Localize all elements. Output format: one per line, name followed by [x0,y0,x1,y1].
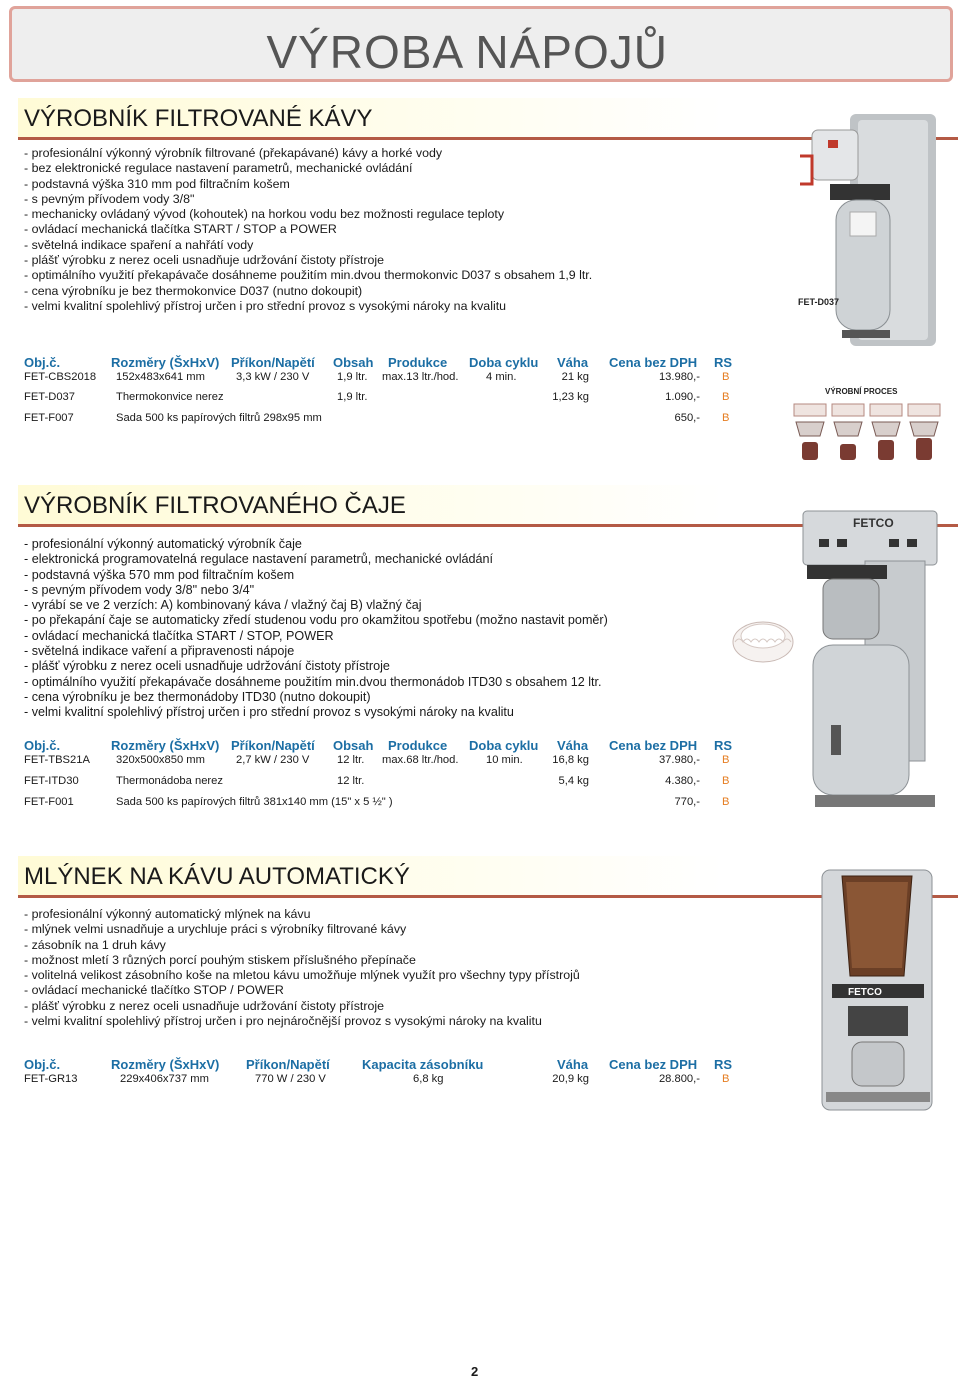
cell-rs: B [722,412,730,424]
cell-dims: Thermonádoba nerez [116,775,223,787]
cell-dims: 152x483x641 mm [116,371,205,383]
feature-item: - podstavná výška 570 mm pod filtračním košem [24,567,295,582]
col-header: Obj.č. [24,355,61,370]
feature-item: - ovládací mechanická tlačítka START / STOP, POWER [24,628,334,643]
cell-code: FET-GR13 [24,1073,78,1085]
feature-item: - elektronická programovatelná regulace nastavení parametrů, mechanické ovládání [24,552,494,567]
col-header: Příkon/Napětí [246,1057,330,1072]
cell-content: 1,9 ltr. [337,391,368,403]
col-header: Obsah [333,355,374,370]
feature-item: - cena výrobníku je bez thermonádoby ITD30 (nutno dokoupit) [24,689,371,704]
cell-code: FET-F001 [24,796,74,808]
feature-item: - velmi kvalitní spolehlivý přístroj určen i pro střední provoz s vysokými nároky na kvalitu [24,705,514,720]
brewing-process-image [792,400,947,470]
process-label: VÝROBNÍ PROCES [825,387,898,396]
col-header: Váha [557,738,589,753]
cell-dims: Sada 500 ks papírových filtrů 298x95 mm [116,412,322,424]
cell-price: 37.980,- [658,754,700,766]
col-header: Rozměry (ŠxHxV) [111,355,220,370]
feature-item: - optimálního využití překapávače dosáhneme použitím min.dvou thermokonvic D037 s obsahem 1,9 ltr. [24,268,593,283]
feature-item: - velmi kvalitní spolehlivý přístroj určen i pro střední provoz s vysokými nároky na kvalitu [24,298,507,313]
cell-content: 1,9 ltr. [337,371,368,383]
col-header: Cena bez DPH [609,1057,698,1072]
section-title-coffee: VÝROBNÍK FILTROVANÉ KÁVY [24,105,373,132]
cell-code: FET-TBS21A [24,754,90,766]
page-title: VÝROBA NÁPOJŮ [266,26,668,78]
col-header: Doba cyklu [469,355,539,370]
cell-code: FET-D037 [24,391,75,403]
cell-dims: 320x500x850 mm [116,754,205,766]
col-header: Cena bez DPH [609,355,698,370]
cell-content: 12 ltr. [337,775,365,787]
cell-rs: B [722,391,730,403]
cell-power: 2,7 kW / 230 V [236,754,310,766]
section-title-tea: VÝROBNÍK FILTROVANÉHO ČAJE [24,492,406,519]
col-header: Doba cyklu [469,738,539,753]
feature-item: - mechanicky ovládaný vývod (kohoutek) na horkou vodu bez možnosti regulace teploty [24,207,505,222]
cell-price: 13.980,- [658,371,700,383]
feature-item: - plášť výrobku z nerez oceli usnadňuje udržování čistoty přístroje [24,253,385,268]
table-row [24,754,744,772]
feature-item: - plášť výrobku z nerez oceli usnadňuje udržování čistoty přístroje [24,998,385,1013]
coffee-grinder-image [812,866,942,1116]
feature-item: - velmi kvalitní spolehlivý přístroj určen i pro nejnáročnější provoz s vysokými nároky na kvalitu [24,1014,542,1029]
col-header: Produkce [388,738,448,753]
table-row [24,391,744,409]
cell-capacity: 6,8 kg [413,1073,444,1085]
paper-filter-image [730,608,796,668]
page-number: 2 [471,1364,479,1379]
cell-weight: 5,4 kg [558,775,589,787]
feature-item: - po překapání čaje se automaticky zředí studenou vodu pro okamžitou spotřebu (možno nastavit poměr) [24,613,608,628]
col-header: Rozměry (ŠxHxV) [111,738,220,753]
feature-item: - možnost mletí 3 různých porcí pouhým stiskem příslušného přepínače [24,952,416,967]
feature-item: - optimálního využití překapávače dosáhneme použitím min.dvou thermonádob ITD30 s obsahem 12 ltr. [24,674,602,689]
cell-rs: B [722,775,730,787]
feature-item: - mlýnek velmi usnadňuje a urychluje práci s výrobníky filtrované kávy [24,922,407,937]
cell-dims: Sada 500 ks papírových filtrů 381x140 mm (15" x 5 ½" ) [116,796,393,808]
cell-weight: 16,8 kg [552,754,589,766]
col-header: Produkce [388,355,448,370]
col-header: Příkon/Napětí [231,738,315,753]
feature-item: - cena výrobníku je bez thermokonvice D037 (nutno dokoupit) [24,283,363,298]
cell-price: 650,- [674,412,700,424]
brand-logo-text: FETCO [853,516,894,530]
feature-item: - zásobník na 1 druh kávy [24,937,166,952]
cell-price: 4.380,- [665,775,700,787]
col-header: RS [714,355,733,370]
col-header: Rozměry (ŠxHxV) [111,1057,220,1072]
cell-production: max.68 ltr./hod. [382,754,459,766]
section-title-grinder: MLÝNEK NA KÁVU AUTOMATICKÝ [24,863,410,890]
feature-list-grinder [24,907,580,1029]
feature-item: - podstavná výška 310 mm pod filtračním košem [24,176,290,191]
col-header: Váha [557,1057,589,1072]
col-header: Kapacita zásobníku [362,1057,484,1072]
feature-item: - s pevným přívodem vody 3/8" nebo 3/4" [24,582,255,597]
product-label-coffee: FET-D037 [798,297,840,307]
table-row [24,412,744,430]
feature-item: - volitelná velikost zásobního koše na mletou kávu umožňuje mlýnek využít pro všechny typy přístrojů [24,968,580,983]
col-header: Váha [557,355,589,370]
cell-weight: 21 kg [561,371,589,383]
cell-power: 3,3 kW / 230 V [236,371,310,383]
cell-code: FET-F007 [24,412,74,424]
table-row [24,775,744,793]
cell-dims: Thermokonvice nerez [116,391,224,403]
feature-item: - ovládací mechanické tlačítko STOP / POWER [24,983,284,998]
col-header: Obj.č. [24,1057,61,1072]
cell-rs: B [722,796,730,808]
feature-list-coffee [24,146,592,314]
feature-item: - plášť výrobku z nerez oceli usnadňuje udržování čistoty přístroje [24,659,390,674]
feature-list-tea [24,537,608,721]
cell-rs: B [722,754,730,766]
cell-production: max.13 ltr./hod. [382,371,459,383]
cell-code: FET-ITD30 [24,775,79,787]
col-header: Obsah [333,738,374,753]
feature-item: - ovládací mechanická tlačítka START / STOP a POWER [24,222,337,237]
cell-content: 12 ltr. [337,754,365,766]
feature-item: - profesionální výkonný automatický mlýnek na kávu [24,907,311,921]
feature-item: - vyrábí se ve 2 verzích: A) kombinovaný káva / vlažný čaj B) vlažný čaj [24,598,422,613]
feature-item: - světelná indikace spaření a nahřátí vody [24,237,254,252]
col-header: Obj.č. [24,738,61,753]
cell-rs: B [722,1073,730,1085]
cell-weight: 1,23 kg [552,391,589,403]
coffee-brewer-image [790,104,950,354]
table-row [24,1073,744,1091]
tea-brewer-image [795,505,945,815]
col-header: Příkon/Napětí [231,355,315,370]
table-row [24,371,744,389]
col-header: RS [714,1057,733,1072]
cell-cycle: 4 min. [486,371,517,383]
cell-power: 770 W / 230 V [255,1073,326,1085]
cell-price: 28.800,- [658,1073,700,1085]
col-header: Cena bez DPH [609,738,698,753]
cell-dims: 229x406x737 mm [120,1073,209,1085]
cell-price: 770,- [674,796,700,808]
cell-weight: 20,9 kg [552,1073,589,1085]
page-banner [9,6,953,82]
feature-item: - světelná indikace vaření a připravenosti nápoje [24,644,295,659]
table-row [24,796,744,814]
feature-item: - profesionální výkonný výrobník filtrované (překapávané) kávy a horké vody [24,146,443,160]
cell-code: FET-CBS2018 [24,371,97,383]
cell-price: 1.090,- [665,391,700,403]
feature-item: - s pevným přívodem vody 3/8" [24,191,195,206]
feature-item: - profesionální výkonný automatický výrobník čaje [24,537,302,551]
cell-cycle: 10 min. [486,754,523,766]
feature-item: - bez elektronické regulace nastavení parametrů, mechanické ovládání [24,161,413,176]
brand-logo-text: FETCO [848,987,882,998]
col-header: RS [714,738,733,753]
cell-rs: B [722,371,730,383]
